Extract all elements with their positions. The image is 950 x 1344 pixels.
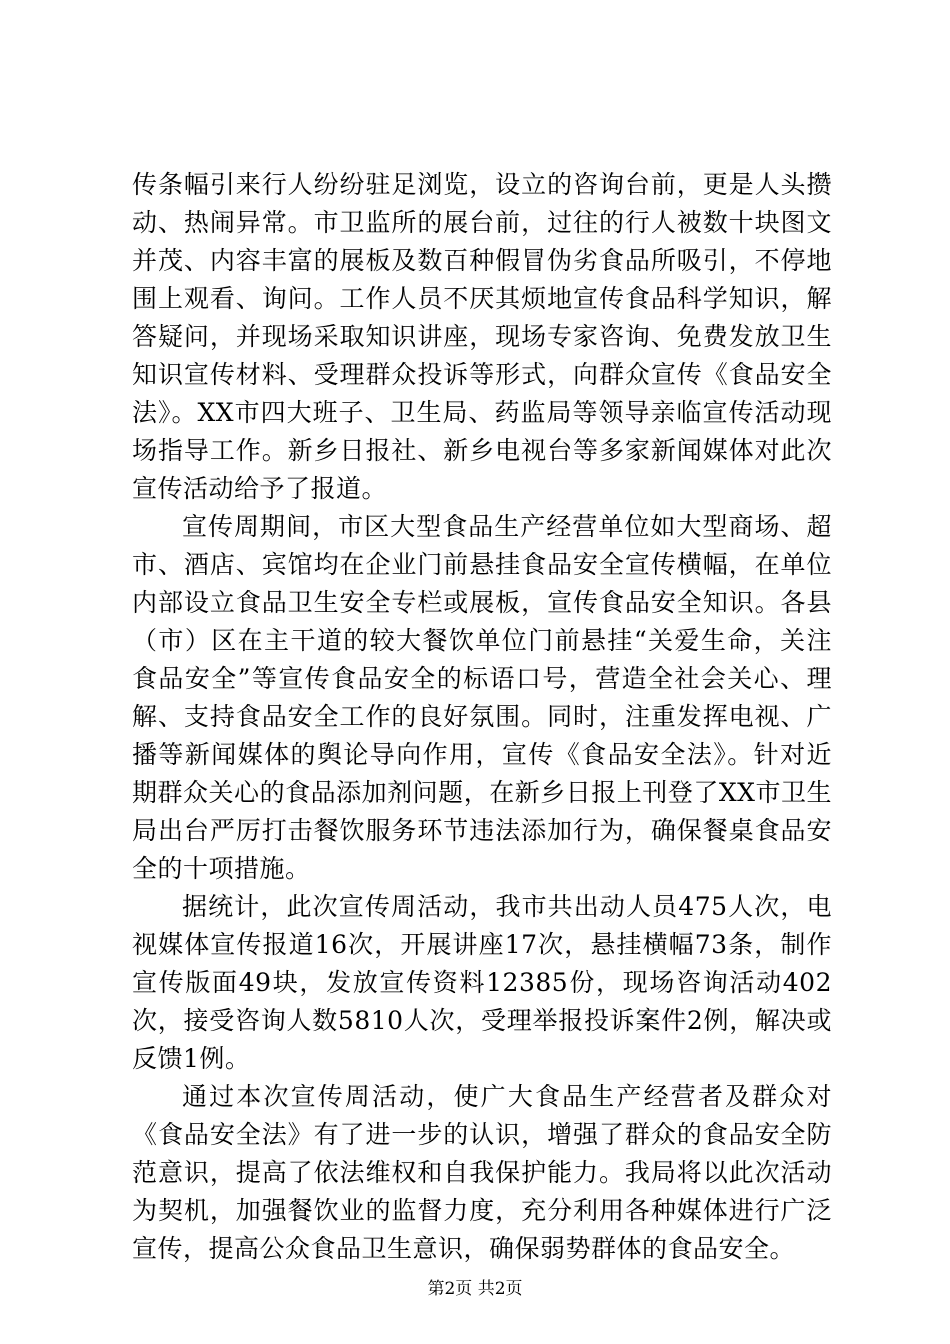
paragraph-3: 据统计，此次宣传周活动，我市共出动人员475人次，电视媒体宣传报道16次，开展讲座17次，悬挂横幅73条，制作宣传版面49块，发放宣传资料12385份，现场咨询活动402次，接受咨询人数5810人次，受理举报投诉案件2例，解决或反馈1例。 (132, 892, 832, 1073)
page-footer: 第2页 共2页 (427, 1279, 523, 1299)
document-body (132, 166, 832, 1268)
paragraph-4: 通过本次宣传周活动，使广大食品生产经营者及群众对《食品安全法》有了进一步的认识，增强了群众的食品安全防范意识，提高了依法维权和自我保护能力。我局将以此次活动为契机，加强餐饮业的监督力度，充分利用各种媒体进行广泛宣传，提高公众食品卫生意识，确保弱势群体的食品安全。 (132, 1082, 832, 1263)
paragraph-2: 宣传周期间，市区大型食品生产经营单位如大型商场、超市、酒店、宾馆均在企业门前悬挂食品安全宣传横幅，在单位内部设立食品卫生安全专栏或展板，宣传食品安全知识。各县（市）区在主干道的较大餐饮单位门前悬挂“关爱生命，关注食品安全”等宣传食品安全的标语口号，营造全社会关心、理解、支持食品安全工作的良好氛围。同时，注重发挥电视、广播等新闻媒体的舆论导向作用，宣传《食品安全法》。针对近期群众关心的食品添加剂问题，在新乡日报上刊登了XX市卫生局出台严厉打击餐饮服务环节违法添加行为，确保餐桌食品安全的十项措施。 (132, 512, 832, 883)
paragraph-1: 传条幅引来行人纷纷驻足浏览，设立的咨询台前，更是人头攒动、热闹异常。市卫监所的展台前，过往的行人被数十块图文并茂、内容丰富的展板及数百种假冒伪劣食品所吸引，不停地围上观看、询问。工作人员不厌其烦地宣传食品科学知识，解答疑问，并现场采取知识讲座，现场专家咨询、免费发放卫生知识宣传材料、受理群众投诉等形式，向群众宣传《食品安全法》。XX市四大班子、卫生局、药监局等领导亲临宣传活动现场指导工作。新乡日报社、新乡电视台等多家新闻媒体对此次宣传活动给予了报道。 (132, 170, 832, 503)
